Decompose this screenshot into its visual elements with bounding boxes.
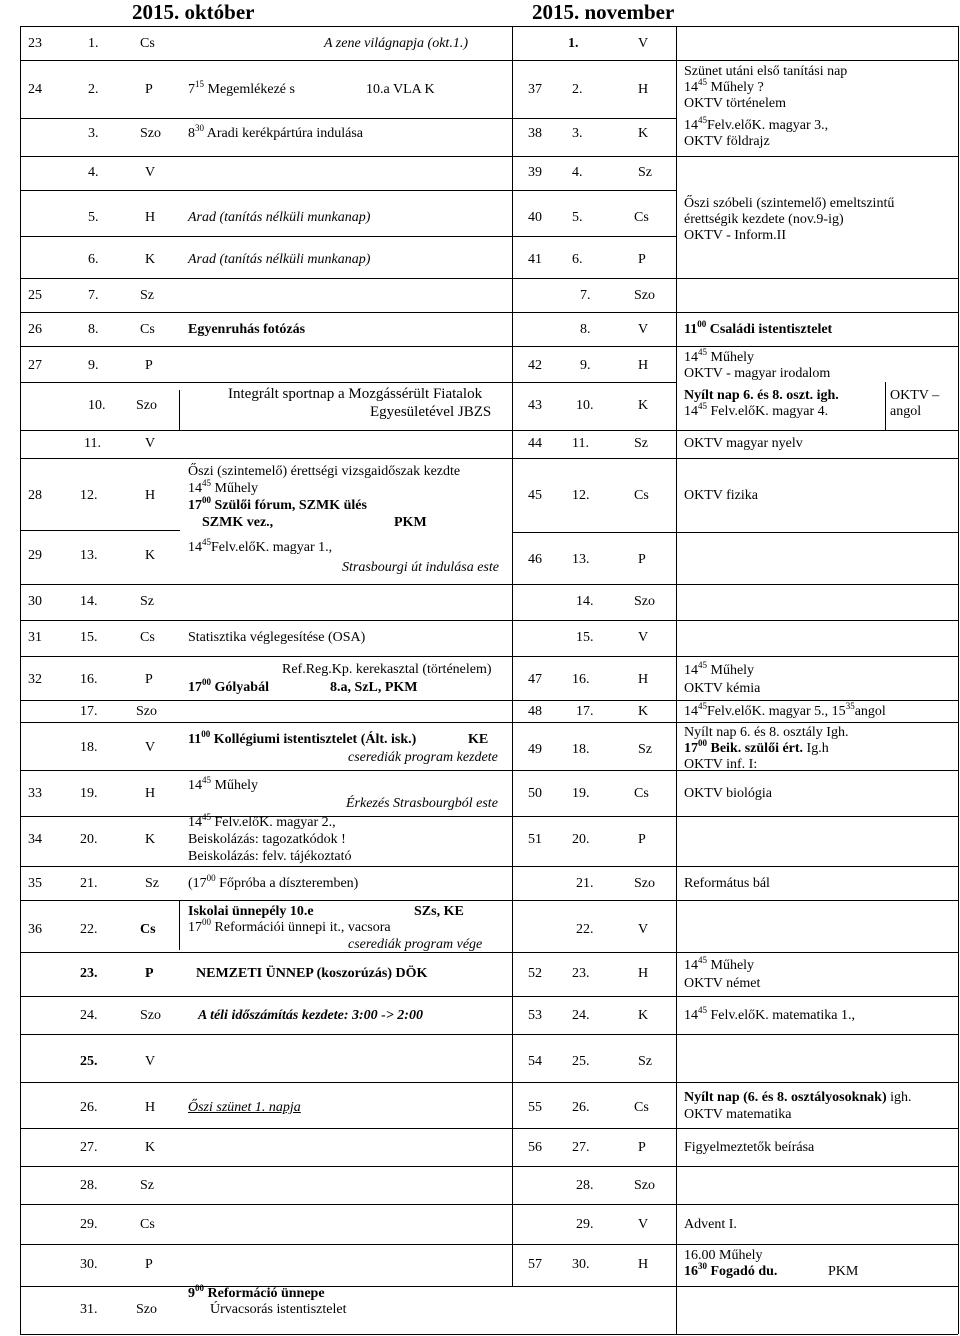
- week-number: 51: [528, 832, 542, 847]
- nov-dayname: K: [638, 126, 649, 141]
- nov-note: Nyílt nap 6. és 8. oszt. igh.: [684, 388, 839, 403]
- oct-dayname: Szo: [136, 704, 157, 719]
- oct-date: 22.: [80, 922, 98, 937]
- oct-date: 23.: [80, 966, 98, 981]
- nov-date: 25.: [572, 1054, 590, 1069]
- nov-date: 18.: [572, 742, 590, 757]
- week-number: 47: [528, 672, 542, 687]
- oct-event: $9^{00}$ Reformáció ünnepe: [188, 1283, 325, 1301]
- oct-dayname: Sz: [140, 288, 154, 303]
- week-number: 38: [528, 126, 542, 141]
- nov-date: 9.: [580, 358, 591, 373]
- oct-event: Strasbourgi út indulása este: [342, 560, 499, 575]
- week-number: 36: [28, 922, 42, 937]
- oct-dayname: H: [145, 1100, 156, 1115]
- oct-date: 28.: [80, 1178, 98, 1193]
- week-number: 41: [528, 252, 542, 267]
- nov-date: 24.: [572, 1008, 590, 1023]
- oct-dayname: P: [145, 672, 153, 687]
- oct-dayname: Szo: [140, 1008, 161, 1023]
- nov-dayname: Cs: [634, 210, 649, 225]
- week-number: 27: [28, 358, 42, 373]
- week-number: 50: [528, 786, 542, 801]
- oct-event: A zene világnapja (okt.1.): [324, 36, 468, 51]
- oct-event: SZMK vez.,: [202, 515, 274, 530]
- nov-dayname: V: [638, 322, 649, 337]
- oct-dayname: K: [145, 548, 156, 563]
- oct-event: Arad (tanítás nélküli munkanap): [188, 210, 371, 225]
- oct-date: 3.: [88, 126, 99, 141]
- week-number: 28: [28, 488, 42, 503]
- nov-date: 2.: [572, 82, 583, 97]
- week-number: 42: [528, 358, 542, 373]
- nov-date: 10.: [576, 398, 594, 413]
- oct-dayname: Szo: [136, 398, 157, 413]
- nov-note: $14^{45}$ Műhely: [684, 347, 755, 365]
- oct-event: A téli időszámítás kezdete: 3:00 -> 2:00: [198, 1008, 423, 1023]
- oct-event: Beiskolázás: felv. tájékoztató: [188, 849, 352, 864]
- nov-note: $14^{45}$ Műhely: [684, 660, 755, 678]
- nov-date: 27.: [572, 1140, 590, 1155]
- oct-date: 13.: [80, 548, 98, 563]
- week-number: 55: [528, 1100, 542, 1115]
- nov-date: 12.: [572, 488, 590, 503]
- nov-note: OKTV földrajz: [684, 134, 770, 149]
- nov-dayname: H: [638, 1257, 649, 1272]
- oct-dayname: K: [145, 252, 156, 267]
- oct-event: PKM: [394, 515, 427, 530]
- week-number: 54: [528, 1054, 542, 1069]
- oct-date: 4.: [88, 165, 99, 180]
- oct-event: Egyenruhás fotózás: [188, 322, 306, 337]
- week-number: 37: [528, 82, 542, 97]
- oct-date: 18.: [80, 740, 98, 755]
- oct-event-class: 10.a VLA K: [366, 82, 435, 97]
- week-number: 49: [528, 742, 542, 757]
- nov-note: OKTV történelem: [684, 96, 786, 111]
- week-number: 30: [28, 594, 42, 609]
- week-number: 33: [28, 786, 42, 801]
- week-number: 23: [28, 36, 42, 51]
- nov-dayname: V: [638, 1217, 649, 1232]
- oct-date: 27.: [80, 1140, 98, 1155]
- oct-dayname: P: [145, 82, 153, 97]
- nov-note: Református bál: [684, 876, 770, 891]
- nov-note: $14^{45}$ Felv.előK. magyar 4.: [684, 401, 829, 419]
- nov-dayname: V: [638, 630, 649, 645]
- nov-dayname: H: [638, 672, 649, 687]
- nov-date: 23.: [572, 966, 590, 981]
- nov-dayname: K: [638, 398, 649, 413]
- nov-dayname: Sz: [634, 436, 648, 451]
- nov-note: $17^{00}$ Beik. szülői ért. Ig.h: [684, 738, 829, 756]
- nov-dayname: H: [638, 82, 649, 97]
- week-number: 43: [528, 398, 542, 413]
- nov-note: OKTV matematika: [684, 1107, 792, 1122]
- oct-date: 31.: [80, 1302, 98, 1317]
- week-number: 45: [528, 488, 542, 503]
- week-number: 31: [28, 630, 42, 645]
- oct-dayname: K: [145, 832, 156, 847]
- week-number: 56: [528, 1140, 542, 1155]
- oct-date: 2.: [88, 82, 99, 97]
- nov-note: OKTV fizika: [684, 488, 758, 503]
- oct-date: 26.: [80, 1100, 98, 1115]
- oct-dayname: Cs: [140, 1217, 155, 1232]
- oct-event: SZs, KE: [414, 904, 464, 919]
- oct-date: 15.: [80, 630, 98, 645]
- oct-event: 8.a, SzL, PKM: [330, 680, 418, 695]
- week-number: 32: [28, 672, 42, 687]
- nov-date: 21.: [576, 876, 594, 891]
- nov-dayname: Cs: [634, 488, 649, 503]
- nov-date: 5.: [572, 210, 583, 225]
- nov-note: $16^{30}$ Fogadó du.: [684, 1261, 778, 1279]
- nov-dayname: Szo: [634, 1178, 655, 1193]
- nov-date: 4.: [572, 165, 583, 180]
- nov-date: 14.: [576, 594, 594, 609]
- oct-dayname: Sz: [140, 594, 154, 609]
- week-number: 57: [528, 1257, 542, 1272]
- oct-event: ($17^{00}$ Főpróba a díszteremben): [188, 873, 359, 891]
- week-number: 52: [528, 966, 542, 981]
- nov-dayname: Sz: [638, 165, 652, 180]
- oct-date: 12.: [80, 488, 98, 503]
- week-number: 25: [28, 288, 42, 303]
- nov-date: 15.: [576, 630, 594, 645]
- oct-event: $17^{00}$ Szülői fórum, SZMK ülés: [188, 495, 367, 513]
- october-header: 2015. október: [132, 0, 255, 24]
- november-header: 2015. november: [532, 0, 675, 24]
- oct-event: $17^{00}$ Reformációi ünnepi it., vacsora: [188, 917, 391, 935]
- nov-note: Figyelmeztetők beírása: [684, 1140, 815, 1155]
- oct-dayname: Szo: [140, 126, 161, 141]
- nov-note: angol: [890, 404, 922, 419]
- nov-date: 8.: [580, 322, 591, 337]
- oct-dayname: H: [145, 210, 156, 225]
- oct-dayname: P: [145, 358, 153, 373]
- nov-dayname: V: [638, 36, 649, 51]
- week-number: 24: [28, 82, 42, 97]
- nov-dayname: P: [638, 1140, 646, 1155]
- nov-dayname: Szo: [634, 594, 655, 609]
- nov-dayname: H: [638, 966, 649, 981]
- oct-event: $17^{00}$ Gólyabál: [188, 677, 269, 695]
- oct-event: $14^{45}Felv.előK$. magyar 1.,: [188, 537, 333, 555]
- oct-event: Arad (tanítás nélküli munkanap): [188, 252, 371, 267]
- nov-note: $14^{45}$ Műhely: [684, 955, 755, 973]
- oct-event: Ref.Reg.Kp. kerekasztal (történelem): [282, 662, 492, 677]
- oct-event: Beiskolázás: tagozatkódok !: [188, 832, 346, 847]
- week-number: 44: [528, 436, 542, 451]
- oct-event: Érkezés Strasbourgból este: [346, 796, 498, 811]
- nov-note: $14^{45}Felv.előK$. magyar 3.,: [684, 115, 829, 133]
- nov-date: 1.: [568, 36, 579, 51]
- oct-event: Őszi szünet 1. napja: [188, 1100, 301, 1115]
- nov-note: OKTV magyar nyelv: [684, 436, 803, 451]
- nov-date: 19.: [572, 786, 590, 801]
- nov-date: 7.: [580, 288, 591, 303]
- nov-dayname: Cs: [634, 1100, 649, 1115]
- nov-date: 13.: [572, 552, 590, 567]
- nov-dayname: H: [638, 358, 649, 373]
- nov-note: PKM: [828, 1264, 859, 1279]
- oct-event: $14^{45}$ Műhely: [188, 775, 259, 793]
- oct-date: 20.: [80, 832, 98, 847]
- nov-date: 28.: [576, 1178, 594, 1193]
- oct-date: 9.: [88, 358, 99, 373]
- nov-note: OKTV - Inform.II: [684, 228, 786, 243]
- nov-note: $11^{00}$ Családi istentisztelet: [684, 319, 833, 337]
- oct-dayname: Cs: [140, 922, 156, 937]
- oct-dayname: P: [145, 1257, 153, 1272]
- week-number: 48: [528, 704, 542, 719]
- nov-note: Őszi szóbeli (szintemelő) emeltszintű: [684, 196, 895, 211]
- oct-date: 19.: [80, 786, 98, 801]
- oct-dayname: K: [145, 1140, 156, 1155]
- nov-note: OKTV kémia: [684, 681, 761, 696]
- oct-event: Iskolai ünnepély 10.e: [188, 904, 314, 919]
- oct-dayname: Szo: [136, 1302, 157, 1317]
- oct-event: cserediák program vége: [348, 937, 483, 952]
- nov-note: 16.00 Műhely: [684, 1248, 763, 1263]
- oct-event: $11^{00}$ Kollégiumi istentisztelet (Ált. isk.): [188, 729, 417, 747]
- nov-date: 17.: [576, 704, 594, 719]
- oct-dayname: V: [145, 165, 156, 180]
- oct-dayname: Sz: [145, 876, 159, 891]
- nov-note: $14^{45}$ Felv.előK. matematika 1.,: [684, 1005, 855, 1023]
- nov-dayname: K: [638, 1008, 649, 1023]
- nov-date: 16.: [572, 672, 590, 687]
- nov-note: $14^{45}Felv.előK$. magyar 5., $15^{35}angol$: [684, 701, 886, 719]
- nov-date: 22.: [576, 922, 594, 937]
- nov-date: 6.: [572, 252, 583, 267]
- oct-date: 10.: [88, 398, 106, 413]
- nov-dayname: V: [638, 922, 649, 937]
- nov-dayname: Szo: [634, 876, 655, 891]
- nov-date: 26.: [572, 1100, 590, 1115]
- nov-note: OKTV német: [684, 976, 761, 991]
- oct-dayname: V: [145, 740, 156, 755]
- oct-event: Integrált sportnap a Mozgássérült Fiatalok: [228, 386, 483, 402]
- nov-dayname: Cs: [634, 786, 649, 801]
- nov-date: 11.: [572, 436, 589, 451]
- nov-date: 3.: [572, 126, 583, 141]
- oct-event: cserediák program kezdete: [348, 750, 498, 765]
- oct-date: 5.: [88, 210, 99, 225]
- oct-date: 14.: [80, 594, 98, 609]
- oct-event: Úrvacsorás istentisztelet: [210, 1302, 347, 1317]
- week-number: 53: [528, 1008, 542, 1023]
- oct-dayname: H: [145, 786, 156, 801]
- oct-event: NEMZETI ÜNNEP (koszorúzás) DÖK: [196, 966, 428, 981]
- nov-note: Advent I.: [684, 1217, 737, 1232]
- oct-date: 17.: [80, 704, 98, 719]
- nov-dayname: Sz: [638, 1054, 652, 1069]
- nov-dayname: Sz: [638, 742, 652, 757]
- oct-date: 24.: [80, 1008, 98, 1023]
- nov-dayname: P: [638, 252, 646, 267]
- oct-event: $14^{45}$ Felv.előK. magyar 2.,: [188, 812, 336, 830]
- week-number: 39: [528, 165, 542, 180]
- nov-dayname: Szo: [634, 288, 655, 303]
- nov-dayname: K: [638, 704, 649, 719]
- oct-dayname: Sz: [140, 1178, 154, 1193]
- oct-date: 25.: [80, 1054, 98, 1069]
- nov-note: Nyílt nap (6. és 8. osztályosoknak) igh.: [684, 1090, 912, 1105]
- oct-dayname: Cs: [140, 36, 155, 51]
- oct-date: 8.: [88, 322, 99, 337]
- nov-note: OKTV biológia: [684, 786, 773, 801]
- week-number: 40: [528, 210, 542, 225]
- nov-note: OKTV inf. I:: [684, 757, 758, 772]
- nov-note: Nyílt nap 6. és 8. osztály Igh.: [684, 725, 849, 740]
- oct-dayname: V: [145, 436, 156, 451]
- oct-dayname: Cs: [140, 322, 155, 337]
- nov-note: OKTV –: [890, 388, 940, 403]
- oct-date: 6.: [88, 252, 99, 267]
- nov-dayname: P: [638, 552, 646, 567]
- week-number: 35: [28, 876, 42, 891]
- oct-event: $7^{15}$ Megemlékezé s: [188, 79, 295, 97]
- oct-date: 11.: [84, 436, 101, 451]
- oct-dayname: Cs: [140, 630, 155, 645]
- nov-dayname: P: [638, 832, 646, 847]
- nov-date: 30.: [572, 1257, 590, 1272]
- week-number: 26: [28, 322, 42, 337]
- oct-dayname: V: [145, 1054, 156, 1069]
- week-number: 34: [28, 832, 42, 847]
- oct-event: Egyesületével JBZS: [370, 404, 492, 420]
- nov-note: $14^{45}$ Műhely ?: [684, 77, 764, 95]
- oct-event: Statisztika véglegesítése (OSA): [188, 630, 366, 645]
- oct-event: KE: [468, 732, 489, 747]
- oct-dayname: H: [145, 488, 156, 503]
- oct-date: 16.: [80, 672, 98, 687]
- nov-note: érettségik kezdete (nov.9-ig): [684, 212, 844, 227]
- nov-date: 29.: [576, 1217, 594, 1232]
- nov-date: 20.: [572, 832, 590, 847]
- nov-note: OKTV - magyar irodalom: [684, 366, 831, 381]
- oct-date: 1.: [88, 36, 99, 51]
- oct-dayname: P: [145, 966, 154, 981]
- week-number: 46: [528, 552, 542, 567]
- oct-event: Őszi (szintemelő) érettségi vizsgaidőszak kezdte: [188, 464, 461, 479]
- oct-date: 29.: [80, 1217, 98, 1232]
- oct-event: $8^{30}$ Aradi kerékpártúra indulása: [188, 123, 363, 141]
- oct-event: $14^{45}$ Műhely: [188, 478, 259, 496]
- oct-date: 21.: [80, 876, 98, 891]
- nov-note: Szünet utáni első tanítási nap: [684, 64, 848, 79]
- oct-date: 7.: [88, 288, 99, 303]
- week-number: 29: [28, 548, 42, 563]
- oct-date: 30.: [80, 1257, 98, 1272]
